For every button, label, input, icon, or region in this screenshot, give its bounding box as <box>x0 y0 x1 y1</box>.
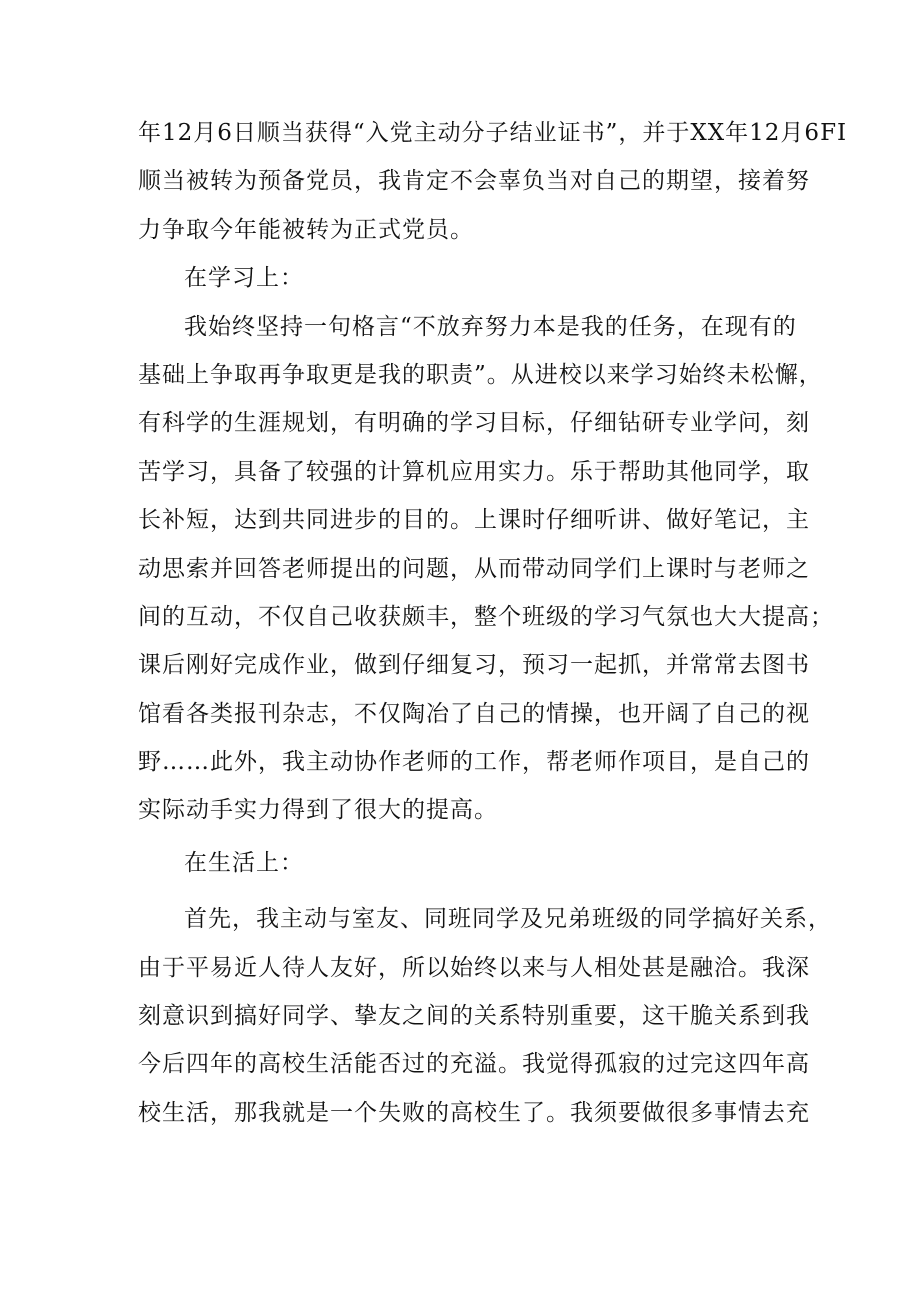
body-line: 由于平易近人待人友好，所以始终以来与人相处甚是融洽。我深 <box>138 954 810 981</box>
body-line: 校生活，那我就是一个失败的高校生了。我须要做很多事情去充 <box>138 1099 810 1126</box>
body-line: 野……此外，我主动协作老师的工作，帮老师作项目，是自己的 <box>138 749 810 776</box>
body-line: 顺当被转为预备党员，我肯定不会辜负当对自己的期望，接着努 <box>138 168 810 195</box>
paragraph-first-line: 我始终坚持一句格言“不放弃努力本是我的任务，在现有的 <box>184 313 797 340</box>
body-line: 苦学习，具备了较强的计算机应用实力。乐于帮助其他同学，取 <box>138 458 810 485</box>
body-line: 间的互动，不仅自己收获颇丰，整个班级的学习气氛也大大提高； <box>138 603 834 630</box>
body-line: 年12月6日顺当获得“入党主动分子结业证书”，并于XX年12月6FI <box>138 120 848 146</box>
document-body <box>138 109 848 1137</box>
body-line: 实际动手实力得到了很大的提高。 <box>138 797 498 824</box>
paragraph-first-line: 首先，我主动与室友、同班同学及兄弟班级的同学搞好关系， <box>184 906 832 933</box>
body-line: 基础上争取再争取更是我的职责”。从进校以来学习始终未松懈， <box>138 361 823 388</box>
body-line: 有科学的生涯规划，有明确的学习目标，仔细钻研专业学问，刻 <box>138 410 810 437</box>
body-line: 今后四年的高校生活能否过的充溢。我觉得孤寂的过完这四年高 <box>138 1051 810 1078</box>
section-heading-life: 在生活上： <box>184 849 304 876</box>
body-line: 刻意识到搞好同学、挚友之间的关系特别重要，这干脆关系到我 <box>138 1003 810 1030</box>
section-heading-study: 在学习上： <box>184 265 304 292</box>
body-line: 馆看各类报刊杂志，不仅陶冶了自己的情操，也开阔了自己的视 <box>138 700 810 727</box>
body-line: 力争取今年能被转为正式党员。 <box>138 216 474 243</box>
body-line: 长补短，达到共同进步的目的。上课时仔细听讲、做好笔记，主 <box>138 507 810 534</box>
body-line: 动思索并回答老师提出的问题，从而带动同学们上课时与老师之 <box>138 555 810 582</box>
body-line: 课后刚好完成作业，做到仔细复习，预习一起抓，并常常去图书 <box>138 652 810 679</box>
